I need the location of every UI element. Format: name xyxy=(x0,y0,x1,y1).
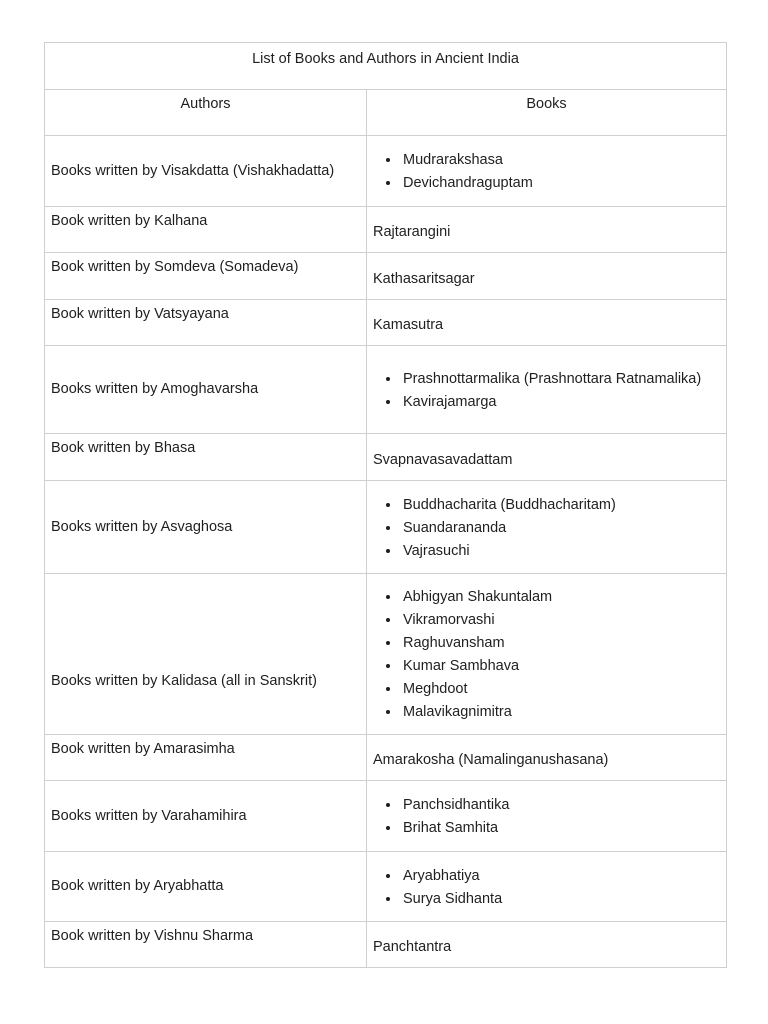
book-list-item: • Kavirajamarga xyxy=(401,394,720,411)
table-row xyxy=(45,922,727,968)
author-cell: Books written by Asvaghosa xyxy=(45,481,367,574)
book-list xyxy=(373,868,720,908)
author-cell: Books written by Visakdatta (Vishakhadatta) xyxy=(45,136,367,207)
author-cell: Books written by Varahamihira xyxy=(45,781,367,852)
author-cell: Books written by Kalidasa (all in Sanskrit) xyxy=(45,574,367,735)
table-header-row xyxy=(45,90,727,136)
book-list-item: • Devichandraguptam xyxy=(401,175,720,192)
table-row xyxy=(45,852,727,922)
table-title: List of Books and Authors in Ancient India xyxy=(45,43,727,90)
book-list-item: • Raghuvansham xyxy=(401,635,720,652)
table-row xyxy=(45,207,727,253)
book-list-item: • Vikramorvashi xyxy=(401,612,720,629)
book-list-item: • Buddhacharita (Buddhacharitam) xyxy=(401,497,720,514)
book-list-item: • Meghdoot xyxy=(401,681,720,698)
books-cell: Panchtantra xyxy=(367,922,727,968)
table-row xyxy=(45,781,727,852)
table-row xyxy=(45,574,727,735)
table-row xyxy=(45,253,727,300)
book-list-item: • Aryabhatiya xyxy=(401,868,720,885)
table-row xyxy=(45,346,727,434)
author-cell: Book written by Amarasimha xyxy=(45,735,367,781)
books-cell xyxy=(367,781,727,852)
author-cell: Book written by Kalhana xyxy=(45,207,367,253)
book-list-item: • Malavikagnimitra xyxy=(401,704,720,721)
books-cell xyxy=(367,574,727,735)
books-cell: Kamasutra xyxy=(367,300,727,346)
book-list-item: • Surya Sidhanta xyxy=(401,891,720,908)
table-title-row xyxy=(45,43,727,90)
author-cell: Books written by Amoghavarsha xyxy=(45,346,367,434)
book-list-item: • Prashnottarmalika (Prashnottara Ratnamalika) xyxy=(401,371,720,388)
book-list-item: • Mudrarakshasa xyxy=(401,152,720,169)
books-cell: Rajtarangini xyxy=(367,207,727,253)
book-list xyxy=(373,497,720,560)
book-list xyxy=(373,152,720,192)
table-row xyxy=(45,735,727,781)
books-column-header: Books xyxy=(367,90,727,136)
authors-column-header: Authors xyxy=(45,90,367,136)
book-list-item: • Abhigyan Shakuntalam xyxy=(401,589,720,606)
books-cell xyxy=(367,852,727,922)
author-cell: Book written by Vatsyayana xyxy=(45,300,367,346)
book-list xyxy=(373,371,720,411)
book-list-item: • Suandarananda xyxy=(401,520,720,537)
books-cell: Svapnavasavadattam xyxy=(367,434,727,481)
books-cell xyxy=(367,481,727,574)
author-cell: Book written by Vishnu Sharma xyxy=(45,922,367,968)
book-list-item: • Panchsidhantika xyxy=(401,797,720,814)
books-authors-table xyxy=(44,42,727,968)
book-list xyxy=(373,589,720,721)
books-cell xyxy=(367,346,727,434)
table-row xyxy=(45,300,727,346)
author-cell: Book written by Bhasa xyxy=(45,434,367,481)
table-row xyxy=(45,434,727,481)
table-row xyxy=(45,136,727,207)
table-row xyxy=(45,481,727,574)
book-list-item: • Kumar Sambhava xyxy=(401,658,720,675)
author-cell: Book written by Aryabhatta xyxy=(45,852,367,922)
books-cell: Amarakosha (Namalinganushasana) xyxy=(367,735,727,781)
author-cell: Book written by Somdeva (Somadeva) xyxy=(45,253,367,300)
books-cell: Kathasaritsagar xyxy=(367,253,727,300)
books-cell xyxy=(367,136,727,207)
book-list-item: • Brihat Samhita xyxy=(401,820,720,837)
book-list-item: • Vajrasuchi xyxy=(401,543,720,560)
book-list xyxy=(373,797,720,837)
